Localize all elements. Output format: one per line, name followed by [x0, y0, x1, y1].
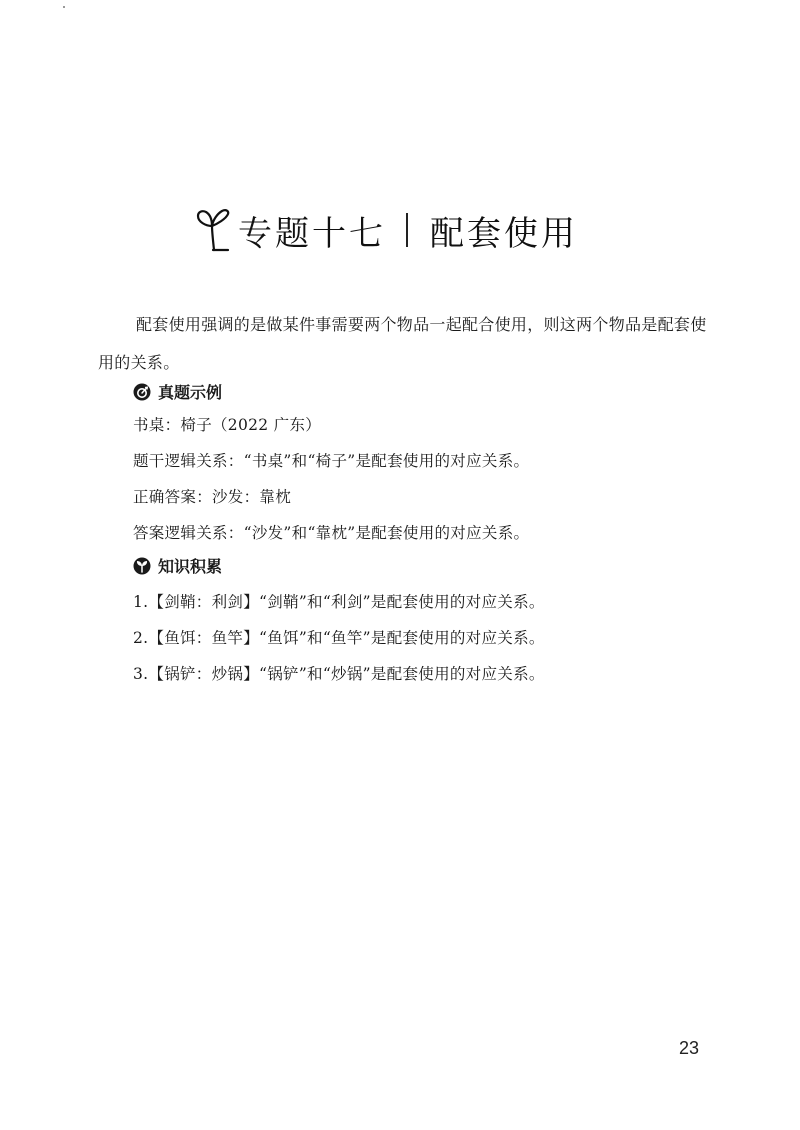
example-question-logic: 题干逻辑关系：“书桌”和“椅子”是配套使用的对应关系。: [133, 452, 530, 470]
example-answer: 正确答案：沙发：靠枕: [133, 488, 292, 506]
knowledge-heading-label: 知识积累: [158, 557, 223, 576]
chapter-name: 配套使用: [430, 213, 578, 254]
target-icon: [133, 383, 151, 401]
knowledge-item: 3.【锅铲：炒锅】“锅铲”和“炒锅”是配套使用的对应关系。: [133, 665, 545, 683]
knowledge-heading: [133, 554, 222, 577]
example-answer-logic: 答案逻辑关系：“沙发”和“靠枕”是配套使用的对应关系。: [133, 524, 530, 542]
scan-mark: [63, 6, 65, 8]
page-number: 23: [679, 1038, 700, 1058]
knowledge-item: 2.【鱼饵：鱼竿】“鱼饵”和“鱼竿”是配套使用的对应关系。: [133, 629, 545, 647]
chapter-title: [192, 200, 578, 260]
example-question: 书桌：椅子（2022 广东）: [133, 416, 322, 434]
sprout-icon: [192, 206, 236, 254]
example-heading-label: 真题示例: [158, 383, 223, 402]
intro-paragraph: 配套使用强调的是做某件事需要两个物品一起配合使用，则这两个物品是配套使用的关系。: [98, 315, 707, 372]
knowledge-item: 1.【剑鞘：利剑】“剑鞘”和“利剑”是配套使用的对应关系。: [133, 593, 545, 611]
chapter-topic: 专题十七: [238, 213, 386, 254]
example-heading: [133, 380, 222, 403]
leaf-icon: [133, 557, 151, 575]
title-separator: [406, 213, 408, 247]
